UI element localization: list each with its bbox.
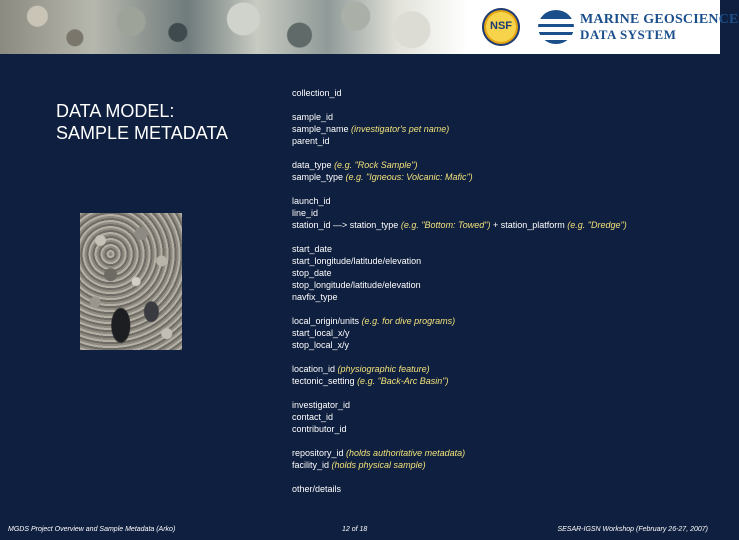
field-navfix-type: navfix_type [292,292,338,302]
field-data-type-row [292,159,712,171]
field-local-origin-row [292,315,712,327]
field-parent-id: parent_id [292,136,330,146]
field-data-type: data_type [292,160,332,170]
field-repository-id: repository_id [292,448,344,458]
field-stop-position: stop_longitude/latitude/elevation [292,280,421,290]
note-tectonic: (e.g. "Back-Arc Basin") [357,376,449,386]
seal-text: NSF [490,20,512,32]
note-facility: (holds physical sample) [331,460,426,470]
field-local-origin: local_origin/units [292,316,360,326]
note-data-type: (e.g. "Rock Sample") [334,160,418,170]
field-repository-row [292,447,712,459]
field-facility-row [292,459,712,471]
title-line-1: DATA MODEL: [56,101,175,121]
field-start-date: start_date [292,244,333,254]
note-station-type: (e.g. "Bottom: Towed") [400,220,491,230]
logo-line-2: DATA SYSTEM [580,27,677,42]
nsf-seal-logo [482,8,520,46]
field-contributor-id: contributor_id [292,424,347,434]
footer-left: MGDS Project Overview and Sample Metadata (Arko) [8,526,176,533]
note-sample-name: (investigator's pet name) [351,124,450,134]
logo-wave [534,35,578,40]
mgds-logo-text [580,12,739,42]
field-tectonic-setting: tectonic_setting [292,376,355,386]
field-station-row [292,219,712,231]
note-repository: (holds authoritative metadata) [346,448,466,458]
field-other-details: other/details [292,484,342,494]
field-sample-name-row [292,123,712,135]
field-sample-id: sample_id [292,112,334,122]
note-sample-type: (e.g. "Igneous: Volcanic: Mafic") [345,172,473,182]
field-stop-local-xy: stop_local_x/y [292,340,350,350]
logo-wave [534,19,578,24]
metadata-field-list [292,87,712,495]
field-collection-id: collection_id [292,88,342,98]
field-sample-name: sample_name [292,124,349,134]
header-banner [0,0,739,54]
logo-line-1: MARINE GEOSCIENCE [580,12,739,27]
field-stop-date: stop_date [292,268,332,278]
field-station-id: station_id —> station_type [292,220,399,230]
note-station-platform: (e.g. "Dredge") [567,220,627,230]
note-location: (physiographic feature) [337,364,430,374]
field-location-id: location_id [292,364,336,374]
slide-title [56,100,228,144]
note-local-origin: (e.g. for dive programs) [361,316,456,326]
field-location-row [292,363,712,375]
field-line-id: line_id [292,208,319,218]
field-sample-type: sample_type [292,172,344,182]
field-station-platform: + station_platform [492,220,565,230]
footer-right: SESAR-IGSN Workshop (February 26-27, 2007) [557,526,708,533]
rock-sample-photo [80,213,182,350]
field-tectonic-row [292,375,712,387]
logo-wave [534,27,578,32]
field-start-position: start_longitude/latitude/elevation [292,256,422,266]
mgds-logo-icon [538,10,574,44]
field-investigator-id: investigator_id [292,400,351,410]
field-start-local-xy: start_local_x/y [292,328,350,338]
rock-banner-image [0,0,468,54]
field-launch-id: launch_id [292,196,331,206]
field-sample-type-row [292,171,712,183]
title-line-2: SAMPLE METADATA [56,123,229,143]
field-contact-id: contact_id [292,412,334,422]
field-facility-id: facility_id [292,460,330,470]
footer-page-number: 12 of 18 [342,526,368,533]
